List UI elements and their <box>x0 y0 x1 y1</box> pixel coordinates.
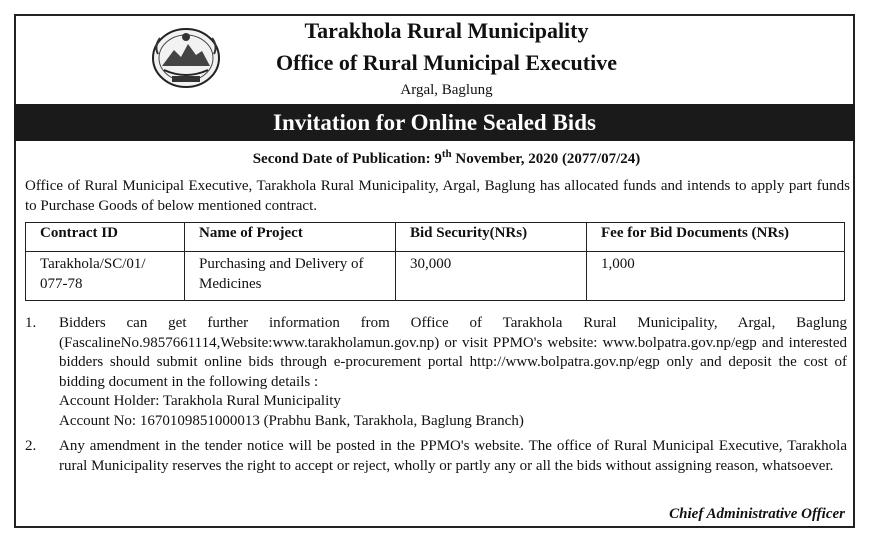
table-header-row <box>26 223 845 252</box>
account-number: Account No: 1670109851000013 (Prabhu Bank, Tarakhola, Baglung Branch) <box>59 412 524 429</box>
contract-table <box>25 222 845 301</box>
notes-list <box>25 314 847 476</box>
office-name: Office of Rural Municipal Executive <box>276 50 617 75</box>
publication-date-rest: November, 2020 (2077/07/24) <box>455 151 641 167</box>
note-number: 2. <box>25 438 37 454</box>
office-location: Argal, Baglung <box>400 82 493 98</box>
table-row <box>26 252 845 301</box>
intro-paragraph: Office of Rural Municipal Executive, Tarakhola Rural Municipality, Argal, Baglung has allocated funds and intends to apply part funds to Purchase Goods of below mentioned contract. <box>25 178 850 214</box>
notice-title-banner: Invitation for Online Sealed Bids <box>14 104 855 141</box>
note-text: Bidders can get further information from Office of Tarakhola Rural Municipality, Argal, Baglung (FascalineNo.9857661114,Website:www.tarakholamun.gov.np) or visit PPMO's website: www.bolpatra.gov.np/egp and interested bidders should submit online bids through e-procurement portal http://www.bolpatra.gov.np/egp only and deposit the cost of bidding document in the following details : <box>59 315 847 390</box>
account-holder: Account Holder: Tarakhola Rural Municipality <box>59 393 341 409</box>
header-document-fee: Fee for Bid Documents (NRs) <box>587 223 845 252</box>
header-bid-security: Bid Security(NRs) <box>396 223 587 252</box>
header-contract-id: Contract ID <box>26 223 185 252</box>
publication-day-suffix: th <box>441 148 452 160</box>
signatory-title: Chief Administrative Officer <box>669 506 845 522</box>
note-text: Any amendment in the tender notice will be posted in the PPMO's website. The office of Rural Municipal Executive, Tarakhola rural Municipality reserves the right to accept or reject, wholly or partly any or all the bids without assigning reason, whatsoever. <box>59 438 847 474</box>
publication-day: 9 <box>434 151 442 167</box>
cell-contract-id: Tarakhola/SC/01/ 077-78 <box>26 252 185 301</box>
list-item <box>25 314 847 431</box>
list-item <box>25 437 847 476</box>
publication-label: Second Date of Publication: <box>252 151 431 167</box>
header-project-name: Name of Project <box>185 223 396 252</box>
cell-document-fee: 1,000 <box>587 252 845 301</box>
publication-date <box>0 148 893 168</box>
cell-project-name: Purchasing and Delivery of Medicines <box>185 252 396 301</box>
cell-bid-security: 30,000 <box>396 252 587 301</box>
municipality-name: Tarakhola Rural Municipality <box>304 18 589 43</box>
note-number: 1. <box>25 315 37 331</box>
